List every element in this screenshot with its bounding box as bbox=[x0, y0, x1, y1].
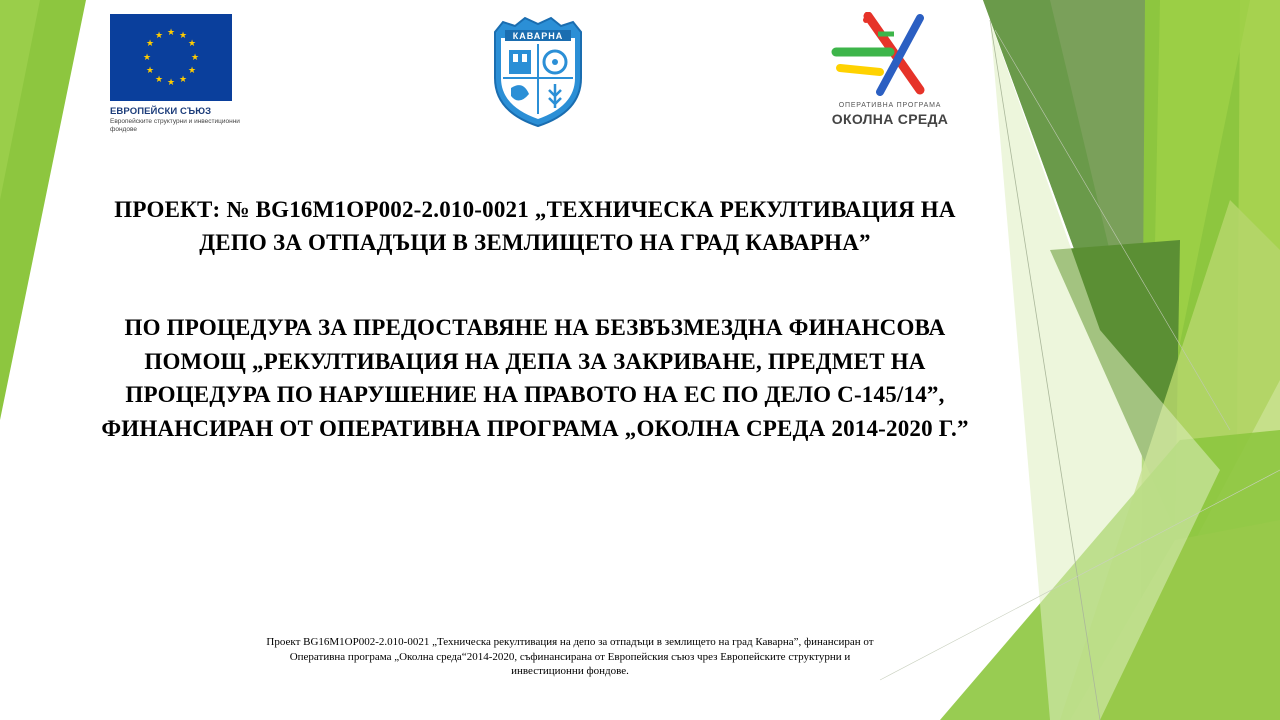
svg-text:★: ★ bbox=[187, 66, 197, 76]
crest-caption: КАВАРНА bbox=[512, 31, 564, 41]
kavarna-crest-icon bbox=[489, 16, 587, 128]
svg-text:★: ★ bbox=[187, 39, 197, 49]
eu-logo bbox=[110, 14, 250, 142]
svg-text:★: ★ bbox=[190, 53, 200, 63]
svg-text:★: ★ bbox=[142, 53, 152, 63]
procedure-subtitle: ПО ПРОЦЕДУРА ЗА ПРЕДОСТАВЯНЕ НА БЕЗВЪЗМЕЗДНА ФИНАНСОВА ПОМОЩ „РЕКУЛТИВАЦИЯ НА ДЕПА ЗА ЗАКРИВАНЕ, ПРЕДМЕТ НА ПРОЦЕДУРА ПО НАРУШЕНИЕ НА ПРАВОТО НА ЕС ПО ДЕЛО С-145/14”, ФИНАНСИРАН ОТ ОПЕРАТИВНА ПРОГРАМА „ОКОЛНА СРЕДА 2014-2020 Г.” bbox=[101, 315, 969, 441]
svg-text:★: ★ bbox=[166, 28, 176, 38]
op-caption-big: ОКОЛНА СРЕДА bbox=[831, 111, 949, 127]
svg-text:★: ★ bbox=[145, 66, 155, 76]
svg-text:★: ★ bbox=[178, 31, 188, 41]
op-environment-logo-icon bbox=[820, 12, 960, 130]
eu-caption: ЕВРОПЕЙСКИ СЪЮЗ bbox=[110, 106, 212, 117]
svg-text:★: ★ bbox=[154, 31, 164, 41]
eu-flag-icon bbox=[110, 14, 232, 101]
svg-text:★: ★ bbox=[178, 75, 188, 85]
svg-text:★: ★ bbox=[145, 39, 155, 49]
op-caption-small: ОПЕРАТИВНА ПРОГРАМА bbox=[838, 102, 942, 109]
project-title: ПРОЕКТ: № BG16M1OP002-2.010-0021 „ТЕХНИЧЕСКА РЕКУЛТИВАЦИЯ НА ДЕПО ЗА ОТПАДЪЦИ В ЗЕМЛИЩЕТО НА ГРАД КАВАРНА” bbox=[114, 197, 956, 255]
svg-text:★: ★ bbox=[166, 78, 176, 88]
eu-subcaption: Европейските структурни и инвестиционни фондове bbox=[110, 118, 240, 133]
svg-text:★: ★ bbox=[154, 75, 164, 85]
footer-note: Проект BG16M1OP002-2.010-0021 „Техническа рекултивация на депо за отпадъци в землището на град Каварна”, финансиран от Оперативна програма „Околна среда“2014-2020, съфинансирана от Европейския съюз чрез Европейските структурни и инвестиционни фондове. bbox=[266, 636, 874, 677]
